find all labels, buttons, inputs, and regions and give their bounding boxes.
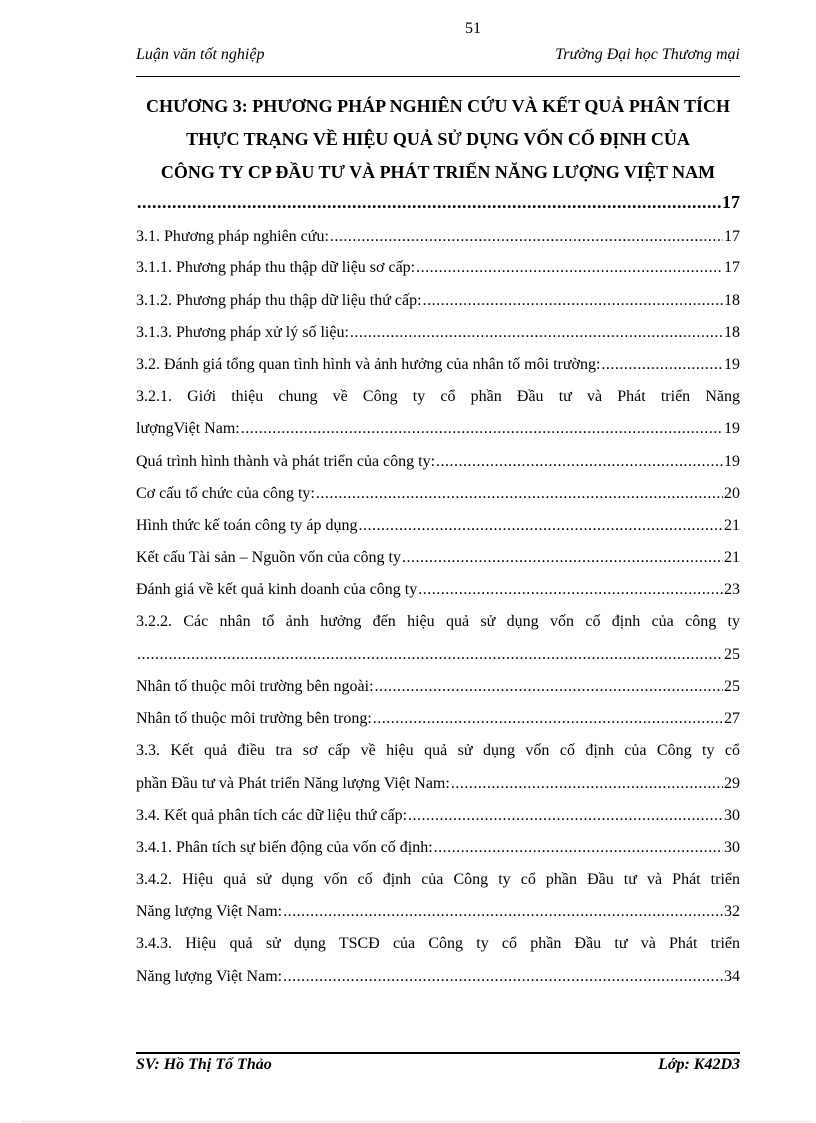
toc-entry-page: 20 xyxy=(724,485,740,502)
toc-entry-text: lượngViệt Nam: xyxy=(136,420,240,437)
toc-entry-text: Đánh giá về kết quả kinh doanh của công ty xyxy=(136,581,418,598)
toc-entry-line xyxy=(136,642,740,668)
footer-rule xyxy=(136,1052,740,1054)
toc-entry-line xyxy=(136,771,740,797)
toc-entry-text: Nhân tố thuộc môi trường bên ngoài: xyxy=(136,678,374,695)
toc-entry-text: 3.3. Kết quả điều tra sơ cấp về hiệu quả sử dụng vốn cố định của Công ty cổ xyxy=(136,742,740,759)
toc-entry-page: 34 xyxy=(724,968,740,985)
chapter-page-leader xyxy=(136,192,740,218)
toc-entry-page: 19 xyxy=(724,453,740,470)
toc-entry-page: 18 xyxy=(724,324,740,341)
toc-entry-text: 3.2. Đánh giá tổng quan tình hình và ảnh hưởng của nhân tố môi trường: xyxy=(136,356,601,373)
toc-entry-text: 3.1.3. Phương pháp xử lý số liệu: xyxy=(136,324,349,341)
running-footer xyxy=(136,1056,740,1078)
toc-entry xyxy=(136,674,740,700)
chapter-title-line: CÔNG TY CP ĐẦU TƯ VÀ PHÁT TRIỂN NĂNG LƯỢNG VIỆT NAM xyxy=(160,162,716,182)
page-edge xyxy=(22,1121,812,1122)
toc-entry xyxy=(136,481,740,507)
toc-entry-page: 21 xyxy=(724,517,740,534)
toc-entry-text: 3.1.1. Phương pháp thu thập dữ liệu sơ cấp: xyxy=(136,259,416,276)
toc-entry xyxy=(136,352,740,378)
page-number: 51 xyxy=(465,20,481,37)
toc-entry-page: 30 xyxy=(724,839,740,856)
toc-entry xyxy=(136,706,740,732)
toc-entry xyxy=(136,835,740,861)
chapter-page: 17 xyxy=(722,192,740,212)
chapter-title xyxy=(136,90,740,189)
footer-student: SV: Hồ Thị Tố Thảo xyxy=(136,1056,272,1073)
toc-entry-line xyxy=(136,964,740,990)
toc-entry-text: phần Đầu tư và Phát triển Năng lượng Việt Nam: xyxy=(136,775,450,792)
chapter-title-line: CHƯƠNG 3: PHƯƠNG PHÁP NGHIÊN CỨU VÀ KẾT QUẢ PHÂN TÍCH xyxy=(145,96,730,116)
toc-entry-line xyxy=(136,416,740,442)
toc-entry-page: 29 xyxy=(724,775,740,792)
toc-entry-line xyxy=(136,931,740,957)
toc-entry-text: 3.4. Kết quả phân tích các dữ liệu thứ cấp: xyxy=(136,807,408,824)
toc-entry xyxy=(136,803,740,829)
toc-entry-text: Hình thức kế toán công ty áp dụng xyxy=(136,517,358,534)
toc-entry xyxy=(136,224,740,250)
toc-entry-page: 30 xyxy=(724,807,740,824)
toc-entry xyxy=(136,577,740,603)
toc-entry xyxy=(136,255,740,281)
header-thesis-label: Luận văn tốt nghiệp xyxy=(136,46,265,63)
toc-entry-page: 17 xyxy=(724,259,740,276)
toc-entry-text: Năng lượng Việt Nam: xyxy=(136,903,283,920)
toc-entry-text: 3.2.2. Các nhân tố ảnh hưởng đến hiệu quả sử dụng vốn cố định của công ty xyxy=(136,613,740,630)
toc-entry-text: 3.1. Phương pháp nghiên cứu: xyxy=(136,228,329,245)
chapter-title-line: THỰC TRẠNG VỀ HIỆU QUẢ SỬ DỤNG VỐN CỐ ĐỊNH CỦA xyxy=(186,129,690,149)
toc-entry-line xyxy=(136,609,740,635)
header-rule xyxy=(136,76,740,77)
toc-entry-text: Quá trình hình thành và phát triển của công ty: xyxy=(136,453,436,470)
toc-entry-text: Cơ cấu tổ chức của công ty: xyxy=(136,485,315,502)
toc-entry-text: 3.4.1. Phân tích sự biến động của vốn cố định: xyxy=(136,839,433,856)
toc-entry-line xyxy=(136,384,740,410)
toc-entry-page: 32 xyxy=(724,903,740,920)
toc-entry-page: 27 xyxy=(724,710,740,727)
toc-entry xyxy=(136,288,740,314)
toc-entry xyxy=(136,449,740,475)
toc-entry-line xyxy=(136,899,740,925)
toc-entry-text: 3.2.1. Giới thiệu chung về Công ty cổ phần Đầu tư và Phát triển Năng xyxy=(136,388,740,405)
toc-entry-text: 3.4.2. Hiệu quả sử dụng vốn cố định của Công ty cổ phần Đầu tư và Phát triển xyxy=(136,871,740,888)
toc-entry-line xyxy=(136,738,740,764)
toc-entry-text: Kết cấu Tài sản – Nguồn vốn của công ty xyxy=(136,549,401,566)
toc-entry xyxy=(136,513,740,539)
toc-entry-page: 19 xyxy=(724,420,740,437)
footer-class: Lớp: K42D3 xyxy=(658,1056,740,1073)
toc-entry xyxy=(136,545,740,571)
toc-entry xyxy=(136,320,740,346)
toc-entry-text: Năng lượng Việt Nam: xyxy=(136,968,283,985)
toc-entry-page: 18 xyxy=(724,292,740,309)
header-university: Trường Đại học Thương mại xyxy=(555,46,740,63)
running-header xyxy=(136,46,740,68)
toc-entry-page: 25 xyxy=(724,678,740,695)
toc-entry-page: 25 xyxy=(724,646,740,663)
toc-entry-page: 17 xyxy=(724,228,740,245)
toc-entry-page: 19 xyxy=(724,356,740,373)
toc-entry-text: 3.4.3. Hiệu quả sử dụng TSCĐ của Công ty cổ phần Đầu tư và Phát triển xyxy=(136,935,740,952)
toc-entry-page: 23 xyxy=(724,581,740,598)
toc-entry-line xyxy=(136,867,740,893)
toc-entry-page: 21 xyxy=(724,549,740,566)
toc-entry-text: 3.1.2. Phương pháp thu thập dữ liệu thứ cấp: xyxy=(136,292,422,309)
toc-entry-text: Nhân tố thuộc môi trường bên trong: xyxy=(136,710,372,727)
